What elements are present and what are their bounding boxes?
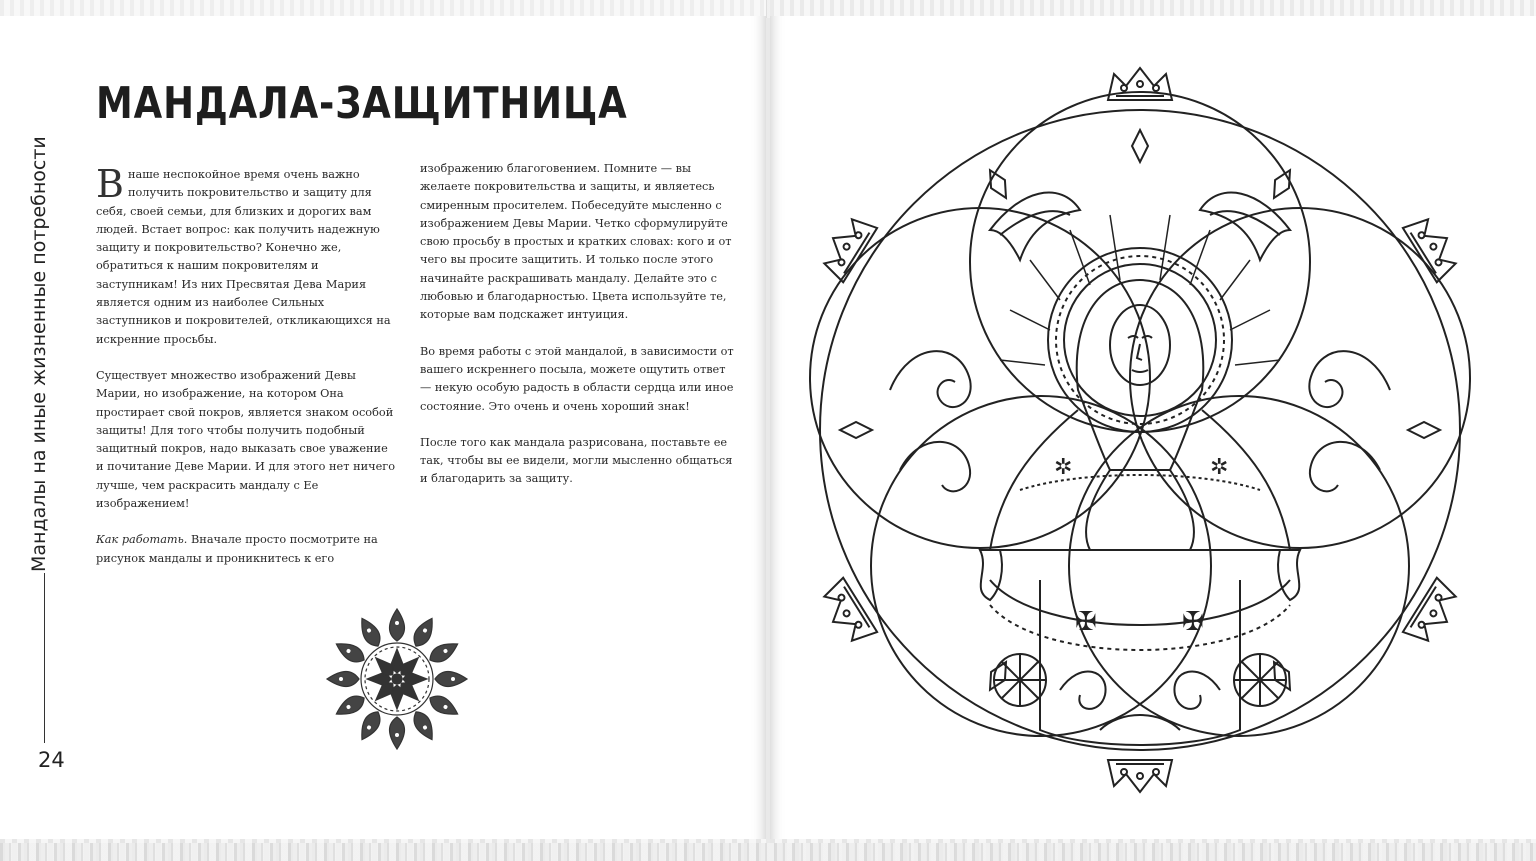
side-caption-rule (44, 573, 45, 743)
drop-cap: В (96, 162, 124, 206)
lace-border-top-right (770, 0, 1536, 16)
text-column-1 (96, 162, 396, 586)
page-title: МАНДАЛА-ЗАЩИТНИЦА (96, 78, 628, 129)
paragraph-4: изображению благоговением. Помните — вы желаете покровительства и защиты, и являетесь смиренным просителем. Побеседуйте мысленно с изображением Девы Марии. Четко сформулируйте свою просьбу в простых и кратких словах: кого и от чего вы просите защитить. И только после этого начинайте раскрашивать мандалу. Делайте это с любовью и благодарностью. Цвета используйте те, которые вам подскажет интуиция. (420, 162, 732, 322)
side-caption: Мандалы на иные жизненные потребности (28, 136, 50, 572)
paragraph-5: Во время работы с этой мандалой, в зависимости от вашего искреннего посыла, можете ощутить ответ — некую особую радость в области сердца или иное состояние. Это очень и очень хороший знак! (420, 344, 734, 413)
svg-text:✲: ✲ (1210, 455, 1229, 480)
madonna-mandala-illustration-icon (790, 66, 1490, 794)
paragraph-1 (96, 162, 396, 349)
how-to-work-label: Как работать. (96, 533, 188, 547)
svg-text:✠: ✠ (1075, 607, 1097, 637)
small-mandala-ornament-icon (324, 606, 470, 752)
paragraph-2: Существует множество изображений Девы Марии, но изображение, на котором Она простирает свой покров, является знаком особой защиты! Для того чтобы получить подобный защитный покров, надо выказать свое уважение и почитание Деве Марии. И для этого нет ничего лучше, чем раскрасить мандалу с Ее изображением! (96, 368, 396, 511)
text-column-2 (420, 160, 740, 507)
paragraph-6: После того как мандала разрисована, поставьте ее так, чтобы вы ее видели, могли мысленно общаться и благодарить за защиту. (420, 435, 733, 486)
paragraph-1-text: наше неспокойное время очень важно получить покровительство и защиту для себя, своей семьи, для близких и дорогих вам людей. Встает вопрос: как получить надежную защиту и покровительство? Конечно же, обратиться к нашим покровителям и заступникам! Из них Пресвятая Дева Мария является одним из наиболее Сильных заступников и покровителей, откликающихся на искренние просьбы. (96, 168, 391, 346)
paragraph-3 (96, 531, 396, 568)
svg-text:✲: ✲ (1054, 455, 1073, 480)
paragraph-3-text: Вначале просто посмотрите на рисунок мандалы и проникнитесь к его (96, 533, 378, 565)
svg-text:✠: ✠ (1182, 607, 1204, 637)
decorative-border-bottom (0, 843, 1536, 861)
lace-border-top-left (0, 0, 766, 16)
left-page (0, 0, 766, 861)
page-number: 24 (38, 748, 65, 772)
